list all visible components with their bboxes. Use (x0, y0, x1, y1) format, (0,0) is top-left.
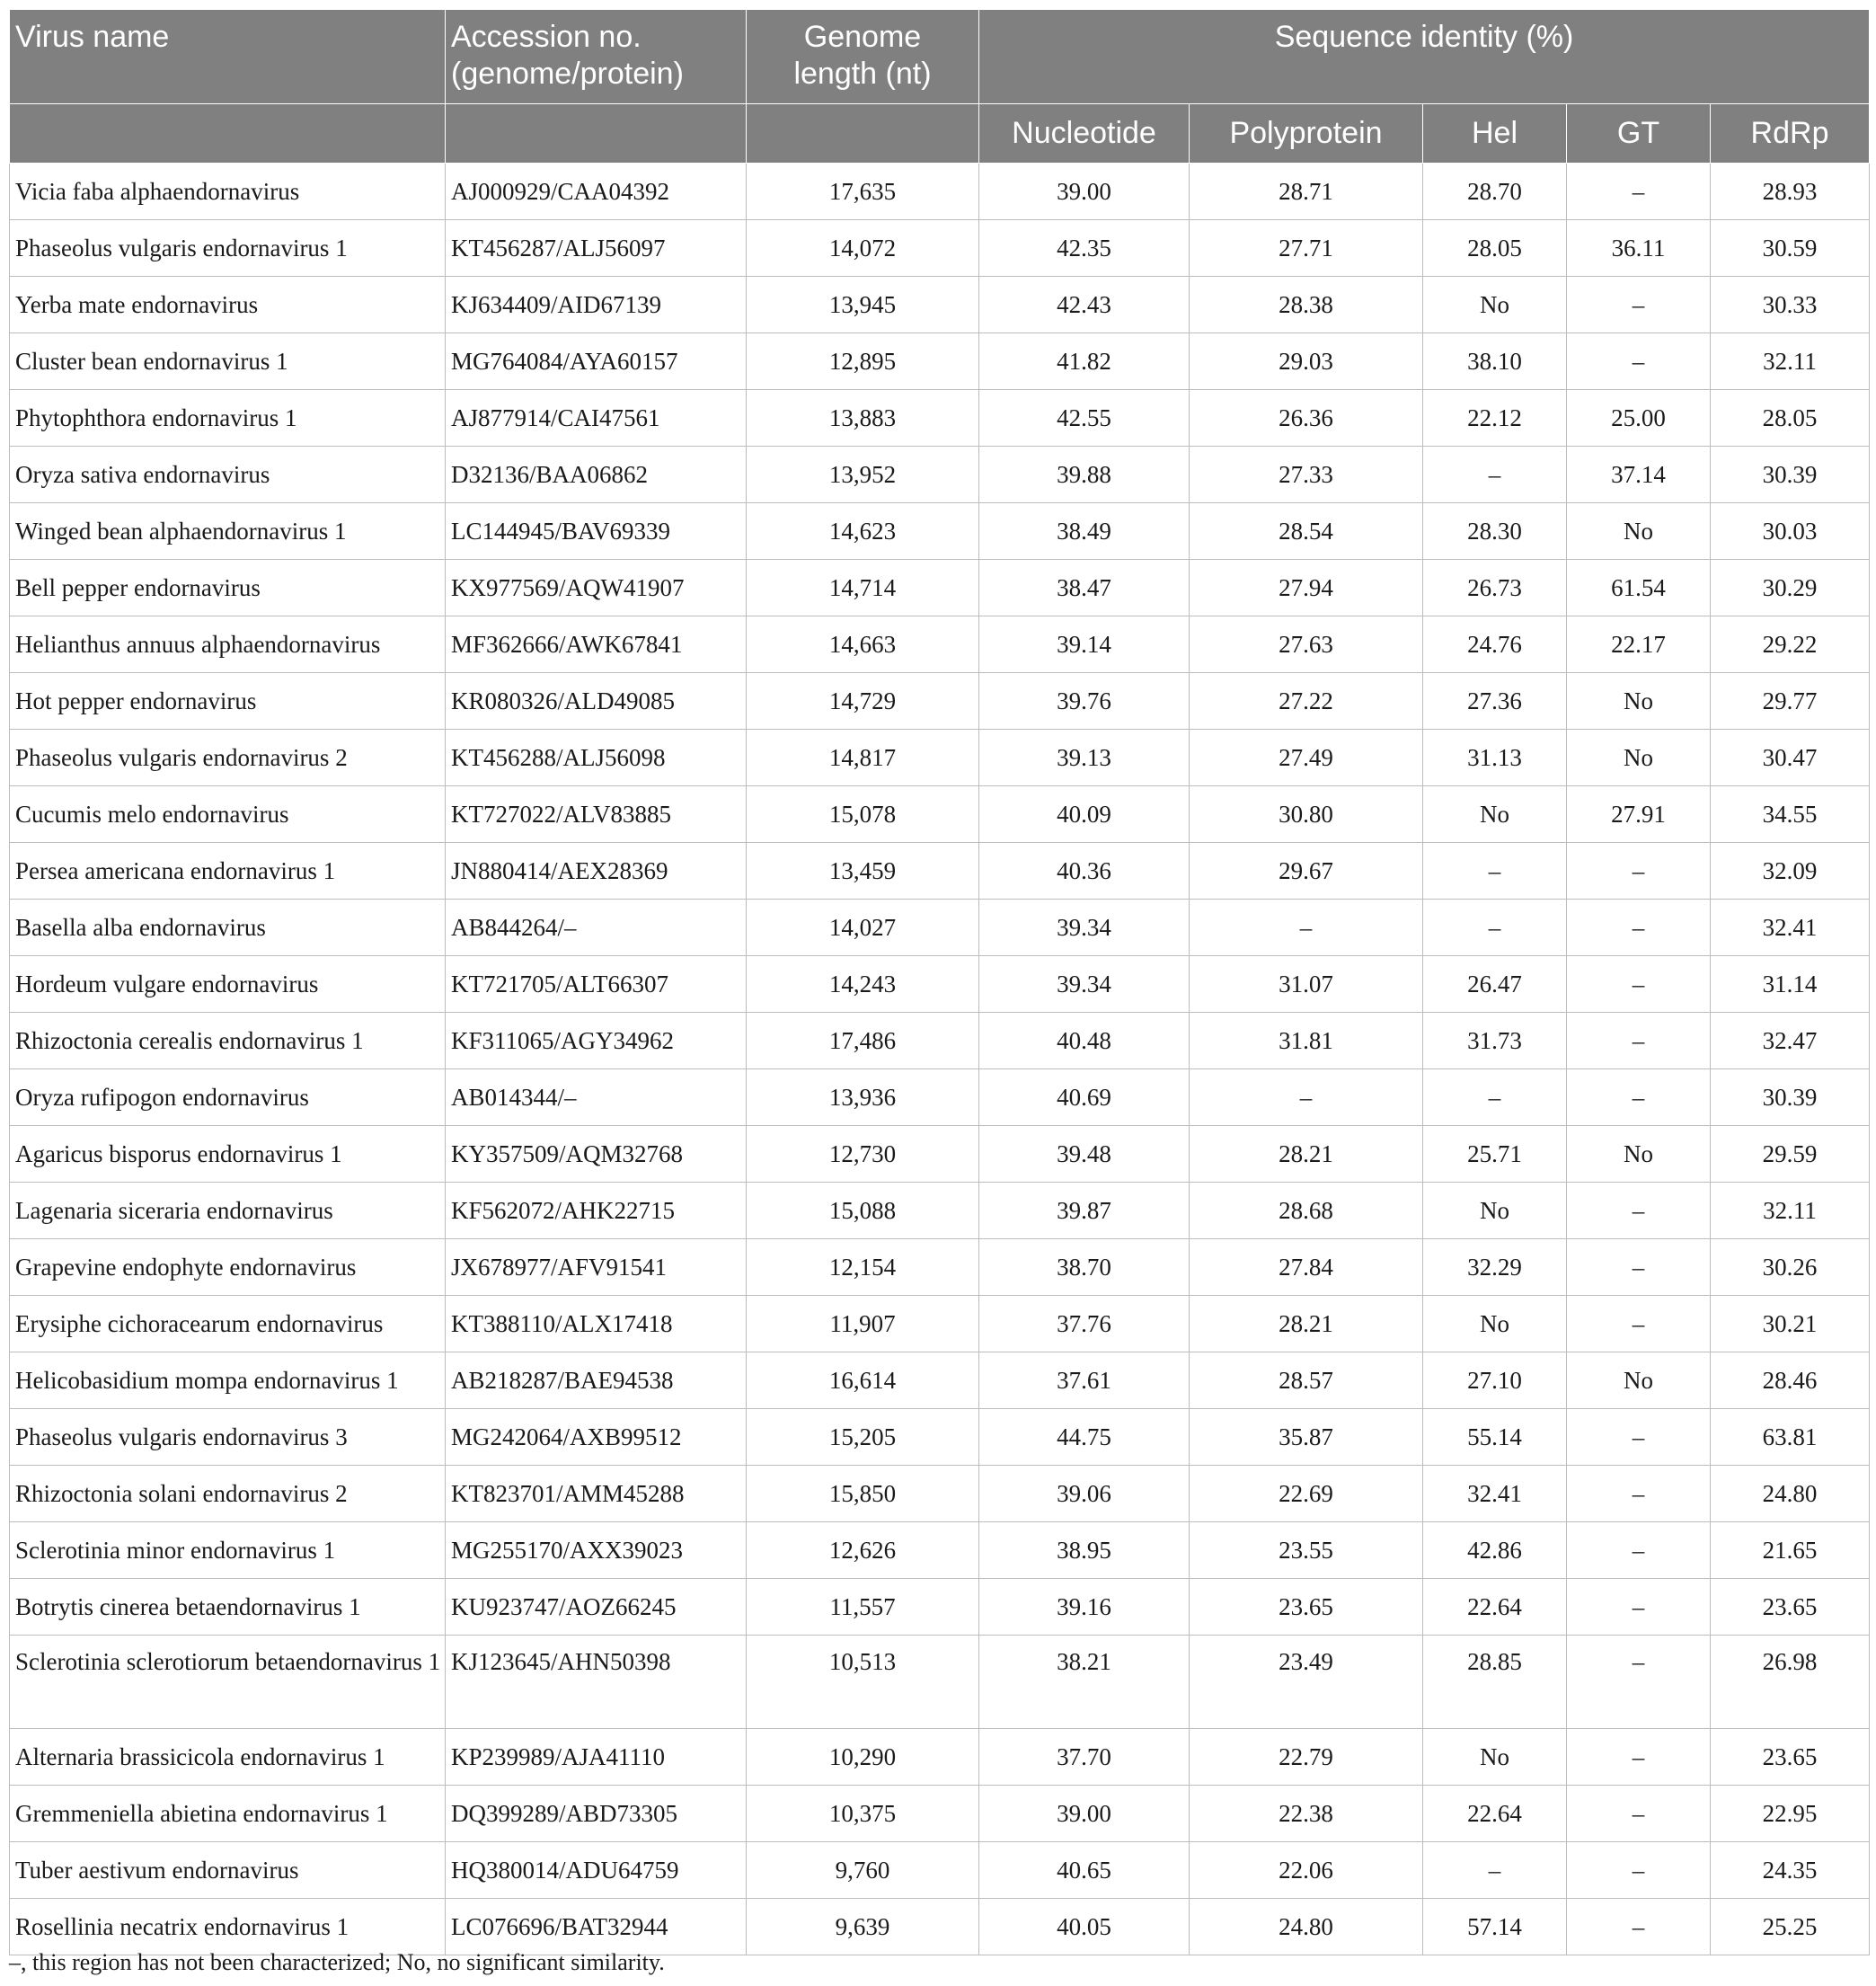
cell-nucleotide: 39.00 (979, 164, 1190, 220)
cell-polyprotein: 24.80 (1190, 1899, 1423, 1955)
cell-nucleotide: 42.35 (979, 220, 1190, 277)
cell-rdrp: 28.93 (1711, 164, 1870, 220)
cell-polyprotein: 22.06 (1190, 1842, 1423, 1899)
table-row (10, 560, 1870, 616)
cell-accession: HQ380014/ADU64759 (446, 1842, 747, 1899)
cell-accession: JN880414/AEX28369 (446, 843, 747, 900)
cell-genome-length: 15,078 (747, 786, 979, 843)
header-row-1 (10, 10, 1870, 104)
cell-nucleotide: 40.48 (979, 1013, 1190, 1069)
cell-nucleotide: 42.43 (979, 277, 1190, 333)
cell-genome-length: 13,952 (747, 447, 979, 503)
cell-nucleotide: 37.70 (979, 1729, 1190, 1786)
cell-rdrp: 21.65 (1711, 1522, 1870, 1579)
cell-virus-name: Helicobasidium mompa endornavirus 1 (10, 1352, 446, 1409)
cell-rdrp: 31.14 (1711, 956, 1870, 1013)
cell-accession: D32136/BAA06862 (446, 447, 747, 503)
cell-virus-name: Bell pepper endornavirus (10, 560, 446, 616)
cell-polyprotein: 22.69 (1190, 1466, 1423, 1522)
cell-hel: No (1423, 786, 1567, 843)
cell-rdrp: 24.35 (1711, 1842, 1870, 1899)
table-row (10, 786, 1870, 843)
table-row (10, 616, 1870, 673)
cell-polyprotein: – (1190, 1069, 1423, 1126)
cell-virus-name: Winged bean alphaendornavirus 1 (10, 503, 446, 560)
cell-accession: KT456288/ALJ56098 (446, 730, 747, 786)
cell-nucleotide: 39.00 (979, 1786, 1190, 1842)
cell-accession: KU923747/AOZ66245 (446, 1579, 747, 1636)
cell-nucleotide: 38.95 (979, 1522, 1190, 1579)
table-row (10, 730, 1870, 786)
table-row (10, 1522, 1870, 1579)
cell-genome-length: 11,557 (747, 1579, 979, 1636)
table-row (10, 503, 1870, 560)
table-row (10, 956, 1870, 1013)
cell-polyprotein: 29.03 (1190, 333, 1423, 390)
cell-accession: MF362666/AWK67841 (446, 616, 747, 673)
cell-accession: KF562072/AHK22715 (446, 1183, 747, 1239)
cell-accession: AB218287/BAE94538 (446, 1352, 747, 1409)
cell-nucleotide: 40.36 (979, 843, 1190, 900)
header-empty-1 (10, 104, 446, 164)
cell-rdrp: 28.05 (1711, 390, 1870, 447)
cell-virus-name: Oryza sativa endornavirus (10, 447, 446, 503)
cell-accession: MG242064/AXB99512 (446, 1409, 747, 1466)
cell-polyprotein: 27.71 (1190, 220, 1423, 277)
cell-genome-length: 14,243 (747, 956, 979, 1013)
cell-gt: 37.14 (1567, 447, 1711, 503)
cell-gt: – (1567, 164, 1711, 220)
cell-polyprotein: 27.63 (1190, 616, 1423, 673)
cell-gt: No (1567, 1126, 1711, 1183)
cell-hel: 26.73 (1423, 560, 1567, 616)
cell-genome-length: 13,459 (747, 843, 979, 900)
table-body (10, 164, 1870, 1955)
cell-hel: – (1423, 1842, 1567, 1899)
cell-virus-name: Cucumis melo endornavirus (10, 786, 446, 843)
table-footnote: –, this region has not been characterized; No, no significant similarity. (9, 1949, 665, 1975)
cell-genome-length: 15,205 (747, 1409, 979, 1466)
cell-gt: – (1567, 1183, 1711, 1239)
cell-rdrp: 30.03 (1711, 503, 1870, 560)
cell-polyprotein: 28.38 (1190, 277, 1423, 333)
cell-nucleotide: 42.55 (979, 390, 1190, 447)
table-row (10, 1842, 1870, 1899)
header-row-2 (10, 104, 1870, 164)
cell-rdrp: 32.47 (1711, 1013, 1870, 1069)
cell-genome-length: 12,730 (747, 1126, 979, 1183)
cell-rdrp: 32.11 (1711, 1183, 1870, 1239)
cell-nucleotide: 38.49 (979, 503, 1190, 560)
cell-nucleotide: 39.13 (979, 730, 1190, 786)
table-row (10, 1013, 1870, 1069)
cell-rdrp: 30.47 (1711, 730, 1870, 786)
cell-gt: 61.54 (1567, 560, 1711, 616)
cell-polyprotein: 31.07 (1190, 956, 1423, 1013)
cell-polyprotein: 26.36 (1190, 390, 1423, 447)
cell-polyprotein: 23.49 (1190, 1636, 1423, 1729)
cell-genome-length: 9,639 (747, 1899, 979, 1955)
cell-genome-length: 15,850 (747, 1466, 979, 1522)
cell-polyprotein: 28.71 (1190, 164, 1423, 220)
cell-virus-name: Rosellinia necatrix endornavirus 1 (10, 1899, 446, 1955)
cell-gt: – (1567, 1409, 1711, 1466)
cell-rdrp: 30.26 (1711, 1239, 1870, 1296)
cell-nucleotide: 40.09 (979, 786, 1190, 843)
cell-polyprotein: 27.84 (1190, 1239, 1423, 1296)
cell-accession: KX977569/AQW41907 (446, 560, 747, 616)
header-rdrp: RdRp (1711, 104, 1870, 164)
cell-accession: JX678977/AFV91541 (446, 1239, 747, 1296)
cell-polyprotein: 27.22 (1190, 673, 1423, 730)
cell-rdrp: 30.59 (1711, 220, 1870, 277)
table-row (10, 1579, 1870, 1636)
cell-genome-length: 11,907 (747, 1296, 979, 1352)
cell-accession: KT823701/AMM45288 (446, 1466, 747, 1522)
cell-gt: 22.17 (1567, 616, 1711, 673)
cell-genome-length: 13,945 (747, 277, 979, 333)
cell-virus-name: Alternaria brassicicola endornavirus 1 (10, 1729, 446, 1786)
cell-genome-length: 14,623 (747, 503, 979, 560)
cell-hel: 28.85 (1423, 1636, 1567, 1729)
cell-accession: KY357509/AQM32768 (446, 1126, 747, 1183)
table-row (10, 277, 1870, 333)
cell-nucleotide: 38.70 (979, 1239, 1190, 1296)
cell-polyprotein: 28.57 (1190, 1352, 1423, 1409)
cell-nucleotide: 39.34 (979, 956, 1190, 1013)
cell-genome-length: 17,635 (747, 164, 979, 220)
table-row (10, 220, 1870, 277)
cell-hel: No (1423, 1729, 1567, 1786)
cell-gt: – (1567, 1579, 1711, 1636)
cell-hel: 57.14 (1423, 1899, 1567, 1955)
cell-hel: No (1423, 1183, 1567, 1239)
cell-genome-length: 14,027 (747, 900, 979, 956)
cell-genome-length: 17,486 (747, 1013, 979, 1069)
cell-virus-name: Oryza rufipogon endornavirus (10, 1069, 446, 1126)
cell-nucleotide: 39.16 (979, 1579, 1190, 1636)
table-row (10, 1636, 1870, 1729)
cell-virus-name: Lagenaria siceraria endornavirus (10, 1183, 446, 1239)
cell-hel: 22.64 (1423, 1579, 1567, 1636)
cell-nucleotide: 40.69 (979, 1069, 1190, 1126)
cell-hel: 28.70 (1423, 164, 1567, 220)
cell-accession: KP239989/AJA41110 (446, 1729, 747, 1786)
cell-virus-name: Phaseolus vulgaris endornavirus 2 (10, 730, 446, 786)
cell-gt: No (1567, 673, 1711, 730)
cell-hel: – (1423, 447, 1567, 503)
cell-genome-length: 15,088 (747, 1183, 979, 1239)
cell-virus-name: Basella alba endornavirus (10, 900, 446, 956)
cell-hel: 28.30 (1423, 503, 1567, 560)
header-gt: GT (1567, 104, 1711, 164)
cell-accession: KT456287/ALJ56097 (446, 220, 747, 277)
cell-accession: KT388110/ALX17418 (446, 1296, 747, 1352)
table-row (10, 1069, 1870, 1126)
cell-nucleotide: 37.76 (979, 1296, 1190, 1352)
cell-nucleotide: 39.34 (979, 900, 1190, 956)
cell-virus-name: Phaseolus vulgaris endornavirus 1 (10, 220, 446, 277)
cell-polyprotein: 27.94 (1190, 560, 1423, 616)
header-genome-length: Genome length (nt) (747, 10, 979, 104)
cell-hel: 31.13 (1423, 730, 1567, 786)
header-virus-name: Virus name (10, 10, 446, 104)
cell-rdrp: 30.29 (1711, 560, 1870, 616)
cell-gt: No (1567, 503, 1711, 560)
cell-virus-name: Persea americana endornavirus 1 (10, 843, 446, 900)
cell-hel: 22.64 (1423, 1786, 1567, 1842)
cell-gt: – (1567, 1466, 1711, 1522)
cell-gt: No (1567, 1352, 1711, 1409)
cell-rdrp: 63.81 (1711, 1409, 1870, 1466)
cell-nucleotide: 37.61 (979, 1352, 1190, 1409)
cell-hel: 28.05 (1423, 220, 1567, 277)
table-row (10, 333, 1870, 390)
cell-gt: – (1567, 956, 1711, 1013)
table-row (10, 1126, 1870, 1183)
table-row (10, 900, 1870, 956)
cell-accession: KJ123645/AHN50398 (446, 1636, 747, 1729)
cell-nucleotide: 40.05 (979, 1899, 1190, 1955)
cell-nucleotide: 44.75 (979, 1409, 1190, 1466)
cell-hel: 38.10 (1423, 333, 1567, 390)
table-row (10, 1786, 1870, 1842)
table-row (10, 1899, 1870, 1955)
cell-gt: 25.00 (1567, 390, 1711, 447)
table-row (10, 843, 1870, 900)
table-row (10, 1239, 1870, 1296)
cell-polyprotein: 28.21 (1190, 1126, 1423, 1183)
table-row (10, 1729, 1870, 1786)
cell-virus-name: Agaricus bisporus endornavirus 1 (10, 1126, 446, 1183)
cell-gt: 36.11 (1567, 220, 1711, 277)
cell-nucleotide: 40.65 (979, 1842, 1190, 1899)
cell-genome-length: 14,817 (747, 730, 979, 786)
cell-gt: – (1567, 333, 1711, 390)
cell-rdrp: 23.65 (1711, 1579, 1870, 1636)
sequence-identity-table (9, 9, 1870, 1955)
cell-hel: – (1423, 900, 1567, 956)
cell-rdrp: 23.65 (1711, 1729, 1870, 1786)
cell-gt: – (1567, 900, 1711, 956)
cell-accession: MG255170/AXX39023 (446, 1522, 747, 1579)
table-row (10, 1466, 1870, 1522)
cell-virus-name: Vicia faba alphaendornavirus (10, 164, 446, 220)
cell-genome-length: 16,614 (747, 1352, 979, 1409)
cell-accession: AB844264/– (446, 900, 747, 956)
cell-polyprotein: 35.87 (1190, 1409, 1423, 1466)
table-header (10, 10, 1870, 164)
cell-gt: – (1567, 1239, 1711, 1296)
cell-accession: LC144945/BAV69339 (446, 503, 747, 560)
cell-virus-name: Grapevine endophyte endornavirus (10, 1239, 446, 1296)
cell-accession: AB014344/– (446, 1069, 747, 1126)
cell-virus-name: Yerba mate endornavirus (10, 277, 446, 333)
cell-rdrp: 30.39 (1711, 1069, 1870, 1126)
cell-nucleotide: 39.88 (979, 447, 1190, 503)
cell-rdrp: 26.98 (1711, 1636, 1870, 1729)
cell-hel: No (1423, 1296, 1567, 1352)
cell-polyprotein: 29.67 (1190, 843, 1423, 900)
cell-nucleotide: 41.82 (979, 333, 1190, 390)
cell-rdrp: 32.11 (1711, 333, 1870, 390)
cell-virus-name: Sclerotinia sclerotiorum betaendornavirus 1 (10, 1636, 446, 1729)
header-polyprotein: Polyprotein (1190, 104, 1423, 164)
cell-hel: 26.47 (1423, 956, 1567, 1013)
cell-nucleotide: 38.21 (979, 1636, 1190, 1729)
cell-gt: – (1567, 1636, 1711, 1729)
cell-genome-length: 13,883 (747, 390, 979, 447)
cell-genome-length: 12,154 (747, 1239, 979, 1296)
table-row (10, 1352, 1870, 1409)
cell-rdrp: 32.09 (1711, 843, 1870, 900)
cell-gt: – (1567, 1522, 1711, 1579)
cell-virus-name: Phytophthora endornavirus 1 (10, 390, 446, 447)
cell-genome-length: 12,626 (747, 1522, 979, 1579)
header-empty-2 (446, 104, 747, 164)
cell-rdrp: 25.25 (1711, 1899, 1870, 1955)
cell-gt: – (1567, 1842, 1711, 1899)
header-accession: Accession no. (genome/protein) (446, 10, 747, 104)
cell-gt: – (1567, 1786, 1711, 1842)
cell-rdrp: 29.77 (1711, 673, 1870, 730)
cell-gt: – (1567, 1729, 1711, 1786)
cell-accession: AJ000929/CAA04392 (446, 164, 747, 220)
cell-hel: – (1423, 843, 1567, 900)
cell-genome-length: 10,513 (747, 1636, 979, 1729)
cell-rdrp: 30.21 (1711, 1296, 1870, 1352)
cell-hel: 27.10 (1423, 1352, 1567, 1409)
cell-nucleotide: 39.87 (979, 1183, 1190, 1239)
cell-hel: 32.29 (1423, 1239, 1567, 1296)
cell-gt: – (1567, 843, 1711, 900)
cell-polyprotein: 23.65 (1190, 1579, 1423, 1636)
cell-hel: 25.71 (1423, 1126, 1567, 1183)
cell-polyprotein: 31.81 (1190, 1013, 1423, 1069)
cell-accession: KF311065/AGY34962 (446, 1013, 747, 1069)
cell-genome-length: 12,895 (747, 333, 979, 390)
header-hel: Hel (1423, 104, 1567, 164)
cell-gt: – (1567, 1013, 1711, 1069)
table-row (10, 447, 1870, 503)
table-row (10, 1296, 1870, 1352)
cell-accession: KR080326/ALD49085 (446, 673, 747, 730)
cell-hel: No (1423, 277, 1567, 333)
cell-accession: KT721705/ALT66307 (446, 956, 747, 1013)
header-empty-3 (747, 104, 979, 164)
cell-nucleotide: 39.48 (979, 1126, 1190, 1183)
cell-accession: AJ877914/CAI47561 (446, 390, 747, 447)
cell-accession: KT727022/ALV83885 (446, 786, 747, 843)
cell-virus-name: Cluster bean endornavirus 1 (10, 333, 446, 390)
cell-rdrp: 30.39 (1711, 447, 1870, 503)
cell-accession: KJ634409/AID67139 (446, 277, 747, 333)
cell-virus-name: Erysiphe cichoracearum endornavirus (10, 1296, 446, 1352)
cell-rdrp: 29.59 (1711, 1126, 1870, 1183)
cell-genome-length: 9,760 (747, 1842, 979, 1899)
cell-rdrp: 30.33 (1711, 277, 1870, 333)
cell-virus-name: Tuber aestivum endornavirus (10, 1842, 446, 1899)
cell-polyprotein: 22.38 (1190, 1786, 1423, 1842)
cell-genome-length: 10,290 (747, 1729, 979, 1786)
cell-rdrp: 22.95 (1711, 1786, 1870, 1842)
cell-hel: 27.36 (1423, 673, 1567, 730)
cell-polyprotein: 27.49 (1190, 730, 1423, 786)
cell-hel: 31.73 (1423, 1013, 1567, 1069)
cell-rdrp: 34.55 (1711, 786, 1870, 843)
cell-genome-length: 14,072 (747, 220, 979, 277)
cell-virus-name: Sclerotinia minor endornavirus 1 (10, 1522, 446, 1579)
cell-polyprotein: 27.33 (1190, 447, 1423, 503)
cell-rdrp: 32.41 (1711, 900, 1870, 956)
cell-hel: 55.14 (1423, 1409, 1567, 1466)
header-sequence-identity: Sequence identity (%) (979, 10, 1870, 104)
cell-genome-length: 14,714 (747, 560, 979, 616)
cell-nucleotide: 39.14 (979, 616, 1190, 673)
identity-table-container (9, 9, 1869, 1955)
cell-genome-length: 13,936 (747, 1069, 979, 1126)
cell-gt: – (1567, 1296, 1711, 1352)
cell-rdrp: 29.22 (1711, 616, 1870, 673)
cell-genome-length: 14,663 (747, 616, 979, 673)
cell-polyprotein: 30.80 (1190, 786, 1423, 843)
cell-polyprotein: 22.79 (1190, 1729, 1423, 1786)
table-row (10, 673, 1870, 730)
cell-virus-name: Gremmeniella abietina endornavirus 1 (10, 1786, 446, 1842)
cell-polyprotein: – (1190, 900, 1423, 956)
cell-genome-length: 10,375 (747, 1786, 979, 1842)
cell-virus-name: Rhizoctonia cerealis endornavirus 1 (10, 1013, 446, 1069)
cell-hel: – (1423, 1069, 1567, 1126)
cell-polyprotein: 28.21 (1190, 1296, 1423, 1352)
cell-nucleotide: 39.06 (979, 1466, 1190, 1522)
cell-accession: LC076696/BAT32944 (446, 1899, 747, 1955)
table-row (10, 1409, 1870, 1466)
cell-nucleotide: 39.76 (979, 673, 1190, 730)
cell-gt: – (1567, 277, 1711, 333)
cell-virus-name: Rhizoctonia solani endornavirus 2 (10, 1466, 446, 1522)
header-nucleotide: Nucleotide (979, 104, 1190, 164)
cell-gt: 27.91 (1567, 786, 1711, 843)
cell-accession: MG764084/AYA60157 (446, 333, 747, 390)
cell-nucleotide: 38.47 (979, 560, 1190, 616)
table-row (10, 1183, 1870, 1239)
cell-polyprotein: 28.54 (1190, 503, 1423, 560)
cell-polyprotein: 28.68 (1190, 1183, 1423, 1239)
cell-gt: No (1567, 730, 1711, 786)
cell-hel: 24.76 (1423, 616, 1567, 673)
table-row (10, 390, 1870, 447)
cell-rdrp: 28.46 (1711, 1352, 1870, 1409)
cell-hel: 22.12 (1423, 390, 1567, 447)
cell-genome-length: 14,729 (747, 673, 979, 730)
cell-virus-name: Phaseolus vulgaris endornavirus 3 (10, 1409, 446, 1466)
cell-virus-name: Hordeum vulgare endornavirus (10, 956, 446, 1013)
cell-virus-name: Botrytis cinerea betaendornavirus 1 (10, 1579, 446, 1636)
cell-hel: 32.41 (1423, 1466, 1567, 1522)
cell-hel: 42.86 (1423, 1522, 1567, 1579)
cell-gt: – (1567, 1899, 1711, 1955)
cell-polyprotein: 23.55 (1190, 1522, 1423, 1579)
cell-virus-name: Helianthus annuus alphaendornavirus (10, 616, 446, 673)
cell-virus-name: Hot pepper endornavirus (10, 673, 446, 730)
cell-rdrp: 24.80 (1711, 1466, 1870, 1522)
cell-gt: – (1567, 1069, 1711, 1126)
cell-accession: DQ399289/ABD73305 (446, 1786, 747, 1842)
table-row (10, 164, 1870, 220)
